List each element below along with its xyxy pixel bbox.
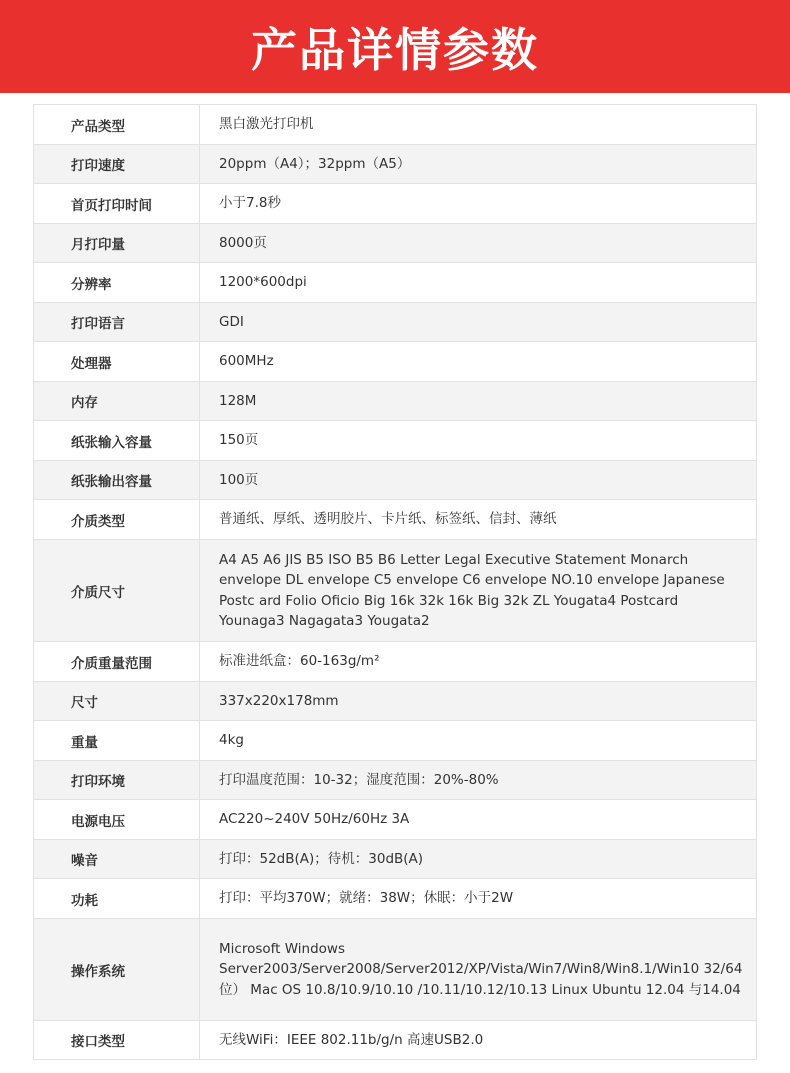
spec-label: 产品类型: [34, 105, 200, 145]
spec-label: 内存: [34, 382, 200, 421]
spec-value: 打印：52dB(A)；待机：30dB(A): [200, 840, 757, 879]
spec-label: 纸张输入容量: [34, 421, 200, 461]
table-row: [34, 263, 757, 303]
spec-label: 分辨率: [34, 263, 200, 303]
table-row: [34, 761, 757, 800]
table-row: [34, 303, 757, 342]
spec-value: GDI: [200, 303, 757, 342]
spec-value: 600MHz: [200, 342, 757, 382]
page-title: 产品详情参数: [251, 22, 539, 77]
table-row: [34, 461, 757, 500]
spec-label: 打印环境: [34, 761, 200, 800]
spec-label: 重量: [34, 721, 200, 761]
table-row: [34, 224, 757, 263]
table-row: [34, 840, 757, 879]
table-row: [34, 800, 757, 840]
table-row: [34, 184, 757, 224]
table-row: [34, 145, 757, 184]
spec-value: AC220~240V 50Hz/60Hz 3A: [200, 800, 757, 840]
spec-label: 介质重量范围: [34, 642, 200, 682]
spec-label: 月打印量: [34, 224, 200, 263]
spec-label: 噪音: [34, 840, 200, 879]
spec-value: 1200*600dpi: [200, 263, 757, 303]
spec-label: 打印语言: [34, 303, 200, 342]
table-row: [34, 1021, 757, 1060]
table-row: [34, 500, 757, 540]
spec-value: 黑白激光打印机: [200, 105, 757, 145]
spec-value: 4kg: [200, 721, 757, 761]
table-row: [34, 421, 757, 461]
table-row: [34, 642, 757, 682]
spec-table: [33, 104, 757, 1060]
spec-value: 普通纸、厚纸、透明胶片、卡片纸、标签纸、信封、薄纸: [200, 500, 757, 540]
header-banner: [0, 0, 790, 93]
table-row: [34, 919, 757, 1021]
spec-label: 尺寸: [34, 682, 200, 721]
table-row: [34, 721, 757, 761]
spec-value: 打印：平均370W；就绪：38W；休眠：小于2W: [200, 879, 757, 919]
spec-value: 标准进纸盒：60-163g/m²: [200, 642, 757, 682]
table-row: [34, 682, 757, 721]
table-row: [34, 382, 757, 421]
spec-label: 纸张输出容量: [34, 461, 200, 500]
spec-label: 接口类型: [34, 1021, 200, 1060]
spec-label: 介质类型: [34, 500, 200, 540]
spec-value: 20ppm（A4）；32ppm（A5）: [200, 145, 757, 184]
spec-value: 小于7.8秒: [200, 184, 757, 224]
table-row: [34, 540, 757, 642]
spec-label: 操作系统: [34, 919, 200, 1021]
spec-value: 128M: [200, 382, 757, 421]
table-row: [34, 342, 757, 382]
spec-value: 无线WiFi：IEEE 802.11b/g/n 高速USB2.0: [200, 1021, 757, 1060]
spec-label: 介质尺寸: [34, 540, 200, 642]
spec-label: 处理器: [34, 342, 200, 382]
spec-value: Microsoft Windows Server2003/Server2008/Server2012/XP/Vista/Win7/Win8/Win8.1/Win10 32/64 位） Mac OS 10.8/10.9/10.10 /10.11/10.12/10.13 Linux Ubuntu 12.04 与14.04: [200, 919, 757, 1021]
spec-label: 首页打印时间: [34, 184, 200, 224]
spec-label: 电源电压: [34, 800, 200, 840]
spec-label: 打印速度: [34, 145, 200, 184]
spec-value: 100页: [200, 461, 757, 500]
spec-value: 150页: [200, 421, 757, 461]
table-row: [34, 879, 757, 919]
table-row: [34, 105, 757, 145]
spec-value: 打印温度范围：10-32；湿度范围：20%-80%: [200, 761, 757, 800]
spec-label: 功耗: [34, 879, 200, 919]
spec-value: 337x220x178mm: [200, 682, 757, 721]
spec-value: A4 A5 A6 JIS B5 ISO B5 B6 Letter Legal Executive Statement Monarch envelope DL envelope C5 envelope C6 envelope NO.10 envelope Japanese Postc ard Folio Oficio Big 16k 32k 16k Big 32k ZL Yougata4 Postcard Younaga3 Nagagata3 Yougata2: [200, 540, 757, 642]
spec-value: 8000页: [200, 224, 757, 263]
